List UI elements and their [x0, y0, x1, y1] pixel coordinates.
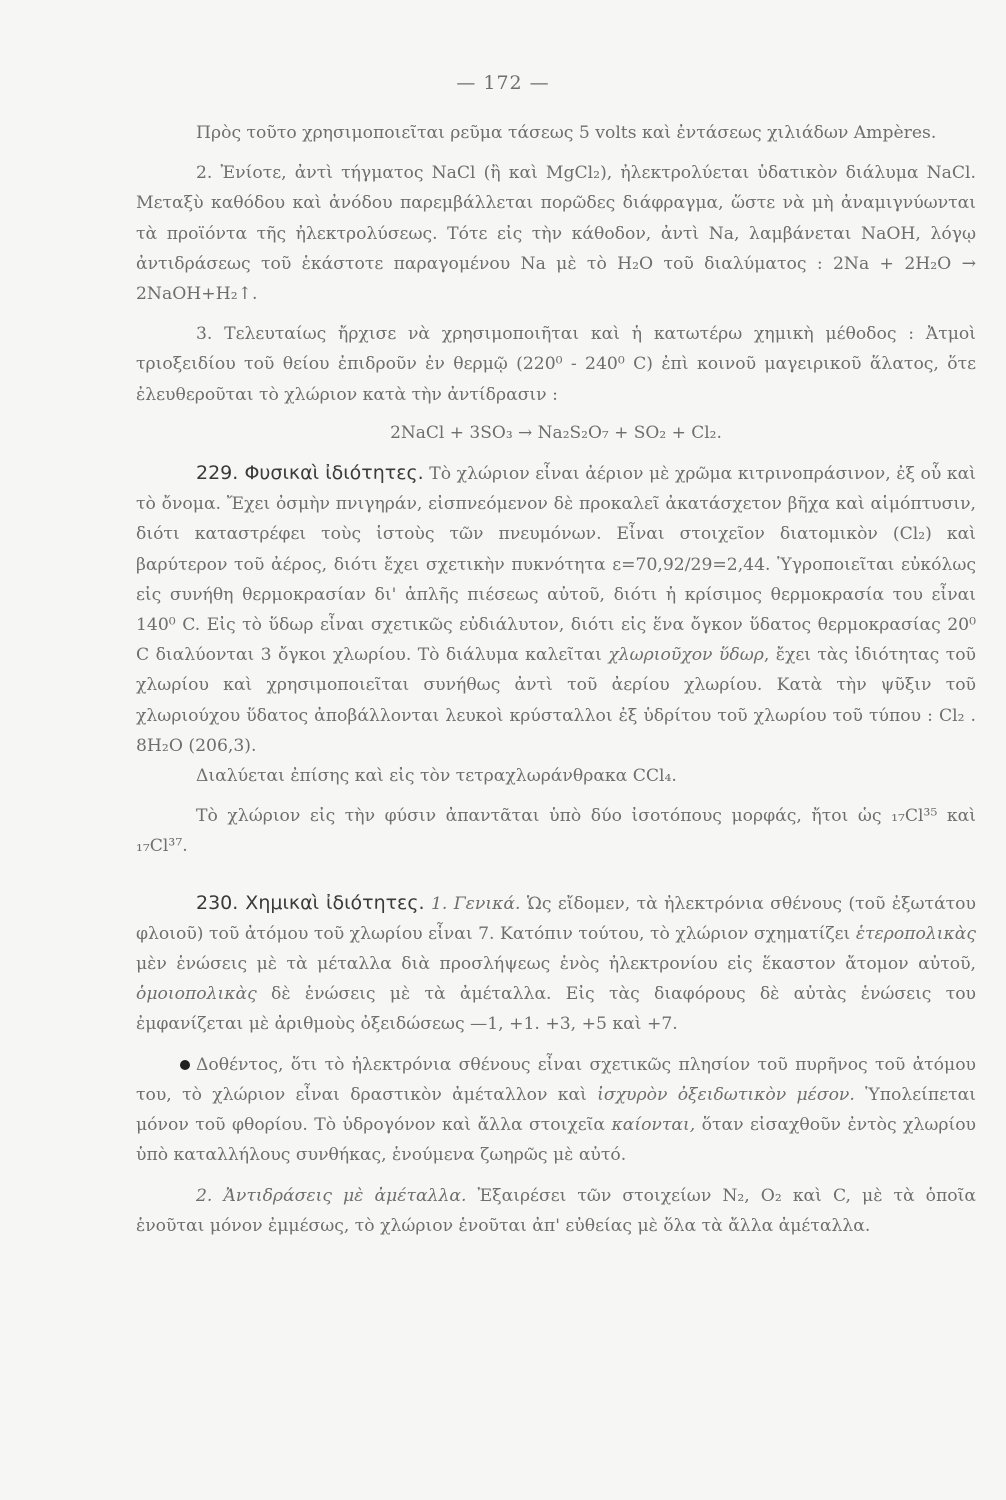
page-body	[136, 118, 976, 1241]
paragraph-bullet	[136, 1050, 976, 1171]
bullet-dot-icon	[180, 1060, 190, 1070]
paragraph-1: Πρὸς τοῦτο χρησιμοποιεῖται ρεῦμα τάσεως 5 volts καὶ ἐντάσεως χιλιάδων Ampères.	[196, 123, 937, 143]
section-229-text: Τὸ χλώριον εἶναι ἀέριον μὲ χρῶμα κιτρινοπράσινον, ἐξ οὗ καὶ τὸ ὄνομα. Ἔχει ὀσμὴν πνιγηράν, εἰσπνεόμενον δὲ προκαλεῖ ἀκατάσχετον βῆχα καὶ αἱμόπτυσιν, διότι καταστρέφει τοὺς ἱστοὺς τῶν πνευμόνων. Εἶναι στοιχεῖον διατομικὸν (Cl₂) καὶ βαρύτερον τοῦ ἀέρος, διότι ἔχει σχετικὴν πυκνότητα ε=70,92/29=2,44. Ὑγροποιεῖται εὐκόλως εἰς συνήθη θερμοκρασίαν δι' ἁπλῆς πιέσεως αὐτοῦ, διότι ἡ κρίσιμος θερμοκρασία του εἶναι 140⁰ C. Εἰς τὸ ὕδωρ εἶναι σχετικῶς εὐδιάλυτον, διότι εἰς ἕνα ὄγκον ὕδατος θερμοκρασίας 20⁰ C διαλύονται 3 ὄγκοι χλωρίου. Τὸ διάλυμα καλεῖται	[136, 464, 976, 666]
section-230-subheading: 1. Γενικά.	[430, 893, 521, 914]
section-229-text-2: , ἔχει τὰς ἰδιότητας τοῦ χλωρίου καὶ χρησιμοποιεῖται συνήθως ἀντὶ τοῦ ἀερίου χλωρίου. Κατὰ τὴν ψῦξιν τοῦ χλωριούχου ὕδατος ἀποβάλλονται λευκοὶ κρύσταλλοι ἐξ ὑδρίτου τοῦ χλωρίου τοῦ τύπου : Cl₂ . 8H₂O (206,3).	[136, 645, 977, 756]
section-229-term: χλωριοῦχον ὕδωρ	[608, 645, 764, 666]
section-230-heading: 230. Χημικαὶ ἰδιότητες.	[196, 891, 425, 914]
section-230-term-1: ἑτεροπολικὰς	[855, 923, 976, 944]
section-229-heading: 229. Φυσικαὶ ἰδιότητες.	[196, 462, 424, 485]
section-230-text-c: δὲ ἑνώσεις μὲ τὰ ἀμέταλλα. Εἰς τὰς διαφόρους δὲ αὐτὰς ἑνώσεις του ἐμφανίζεται μὲ ἀριθμοὺς ὀξειδώσεως —1, +1. +3, +5 καὶ +7.	[136, 984, 977, 1035]
bullet-text-2: Ὑπολείπεται μόνον τοῦ φθορίου. Τὸ ὑδρογόνον καὶ ἄλλα στοιχεῖα	[136, 1084, 976, 1136]
section-230	[136, 888, 976, 1040]
paragraph-ccl4: Διαλύεται ἐπίσης καὶ εἰς τὸν τετραχλωράνθρακα CCl₄.	[196, 766, 677, 787]
section-230-term-2: ὁμοιοπολικὰς	[136, 984, 257, 1005]
paragraph-isotopes: Τὸ χλώριον εἰς τὴν φύσιν ἀπαντᾶται ὑπὸ δύο ἰσοτόπους μορφάς, ἤτοι ὡς ₁₇Cl³⁵ καὶ ₁₇Cl³⁷.	[136, 806, 976, 857]
section-229	[136, 458, 976, 761]
nonmetals-heading: 2. Ἀντιδράσεις μὲ ἀμέταλλα.	[196, 1185, 467, 1206]
bullet-text-3: ὅταν εἰσαχθοῦν ἐντὸς χλωρίου ὑπὸ καταλλήλους συνθήκας, ἑνούμενα ζωηρῶς μὲ αὐτό.	[136, 1115, 977, 1166]
page-number: — 172 —	[456, 72, 550, 94]
nonmetals-text: Ἐξαιρέσει τῶν στοιχείων N₂, O₂ καὶ C, μὲ τὰ ὁποῖα ἑνοῦται μόνον ἐμμέσως, τὸ χλώριον ἑνοῦται ἀπ' εὐθείας μὲ ὅλα τὰ ἄλλα ἀμέταλλα.	[136, 1185, 976, 1236]
paragraph-3: 3. Τελευταίως ἤρχισε νὰ χρησιμοποιῆται καὶ ἡ κατωτέρω χημικὴ μέθοδος : Ἀτμοὶ τριοξειδίου τοῦ θείου ἐπιδροῦν ἐν θερμῷ (220⁰ - 240⁰ C) ἐπὶ κοινοῦ μαγειρικοῦ ἅλατος, ὅτε ἐλευθεροῦται τὸ χλώριον κατὰ τὴν ἀντίδρασιν :	[136, 324, 976, 405]
paragraph-nonmetals	[136, 1181, 976, 1241]
section-230-text-b: μὲν ἑνώσεις μὲ τὰ μέταλλα διὰ προσλήψεως ἑνὸς ἠλεκτρονίου εἰς ἕκαστον ἄτομον αὐτοῦ,	[136, 954, 976, 975]
bullet-term-1: ἰσχυρὸν ὀξειδωτικὸν μέσον.	[597, 1084, 855, 1105]
bullet-term-2: καίονται,	[611, 1115, 696, 1136]
bullet-text-1: Δοθέντος, ὅτι τὸ ἠλεκτρόνια σθένους εἶναι σχετικῶς πλησίον τοῦ πυρῆνος τοῦ ἀτόμου του, τὸ χλώριον εἶναι δραστικὸν ἀμέταλλον καὶ	[136, 1054, 976, 1105]
paragraph-2: 2. Ἐνίοτε, ἀντὶ τήγματος NaCl (ἢ καὶ MgCl₂), ἠλεκτρολύεται ὑδατικὸν διάλυμα NaCl. Μεταξὺ καθόδου καὶ ἀνόδου παρεμβάλλεται πορῶδες διάφραγμα, ὥστε νὰ μὴ ἀναμιγνύωνται τὰ προϊόντα τῆς ἠλεκτρολύσεως. Τότε εἰς τὴν κάθοδον, ἀντὶ Na, λαμβάνεται NaOH, λόγῳ ἀντιδράσεως τοῦ ἑκάστοτε παραγομένου Na μὲ τὸ H₂O τοῦ διαλύματος : 2Na + 2H₂O → 2NaOH+H₂↑.	[136, 163, 976, 305]
section-230-text-a: Ὡς εἴδομεν, τὰ ἠλεκτρόνια σθένους (τοῦ ἐξωτάτου φλοιοῦ) τοῦ ἀτόμου τοῦ χλωρίου εἶναι 7. Κατόπιν τούτου, τὸ χλώριον σχηματίζει	[136, 893, 976, 944]
equation-1: 2NaCl + 3SO₃ → Na₂S₂O₇ + SO₂ + Cl₂.	[390, 422, 722, 443]
